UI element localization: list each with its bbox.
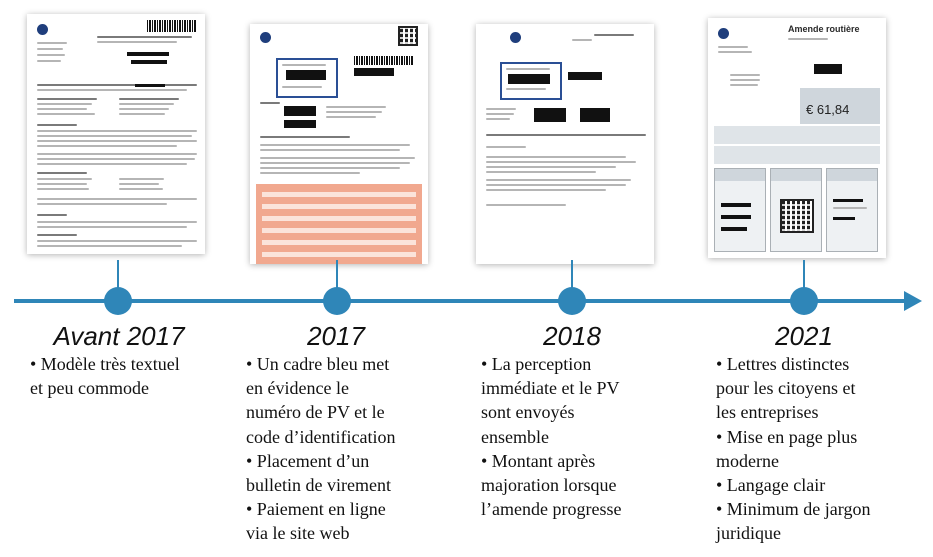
- document-2021-title: Amende routière: [788, 24, 860, 34]
- description-line: immédiate et le PV: [481, 378, 620, 399]
- police-logo-icon: [37, 24, 48, 35]
- milestone-year: 2018: [543, 321, 601, 351]
- milestone-description: [481, 352, 621, 521]
- description-line: • Montant après: [481, 450, 596, 471]
- milestone-description: [716, 352, 870, 546]
- timeline-axis: [14, 299, 909, 303]
- milestone-description: [30, 352, 180, 400]
- fine-amount: € 61,84: [806, 102, 850, 117]
- description-line: code d’identification: [246, 426, 396, 447]
- description-line: l’amende progresse: [481, 499, 622, 520]
- qr-code-icon: [780, 199, 814, 233]
- payment-option-panel: [826, 168, 878, 252]
- police-logo-icon: [510, 32, 521, 43]
- description-line: numéro de PV et le: [246, 402, 385, 423]
- description-line: les entreprises: [716, 402, 819, 423]
- barcode-icon: [354, 56, 414, 65]
- description-line: en évidence le: [246, 378, 349, 399]
- description-line: • Mise en page plus: [716, 426, 858, 447]
- timeline-dot: [323, 287, 351, 315]
- payment-slip: [256, 184, 422, 264]
- milestone-year: 2021: [775, 321, 833, 351]
- description-line: bulletin de virement: [246, 475, 391, 496]
- milestone-year: Avant 2017: [53, 321, 185, 351]
- description-line: majoration lorsque: [481, 475, 617, 496]
- description-line: ensemble: [481, 426, 549, 447]
- description-line: • Lettres distinctes: [716, 354, 850, 374]
- description-line: sont envoyés: [481, 402, 575, 423]
- description-line: • Placement d’un: [246, 450, 370, 471]
- description-line: via le site web: [246, 523, 350, 544]
- description-line: • Paiement en ligne: [246, 499, 386, 520]
- description-line: moderne: [716, 450, 779, 471]
- description-line: • Modèle très textuel: [30, 354, 180, 374]
- info-strip: [714, 146, 880, 164]
- description-line: et peu commode: [30, 378, 149, 399]
- document-2017: [250, 24, 428, 264]
- payment-option-panel: [770, 168, 822, 252]
- description-line: • Langage clair: [716, 475, 826, 496]
- police-logo-icon: [260, 32, 271, 43]
- info-strip: [714, 126, 880, 144]
- police-logo-icon: [718, 28, 729, 39]
- description-line: • La perception: [481, 354, 592, 374]
- payment-option-panel: [714, 168, 766, 252]
- description-line: pour les citoyens et: [716, 378, 856, 399]
- timeline-dot: [558, 287, 586, 315]
- document-before-2017: [27, 14, 205, 254]
- description-line: • Minimum de jargon: [716, 499, 871, 520]
- barcode-icon: [147, 20, 197, 32]
- milestone-year: 2017: [307, 321, 365, 351]
- qr-code-icon: [398, 26, 418, 46]
- document-2018: [476, 24, 654, 264]
- timeline-dot: [790, 287, 818, 315]
- arrow-right-icon: [904, 291, 922, 311]
- description-line: • Un cadre bleu met: [246, 354, 390, 374]
- document-2021: [708, 18, 886, 258]
- milestone-description: [246, 352, 395, 546]
- timeline-dot: [104, 287, 132, 315]
- description-line: juridique: [716, 523, 781, 544]
